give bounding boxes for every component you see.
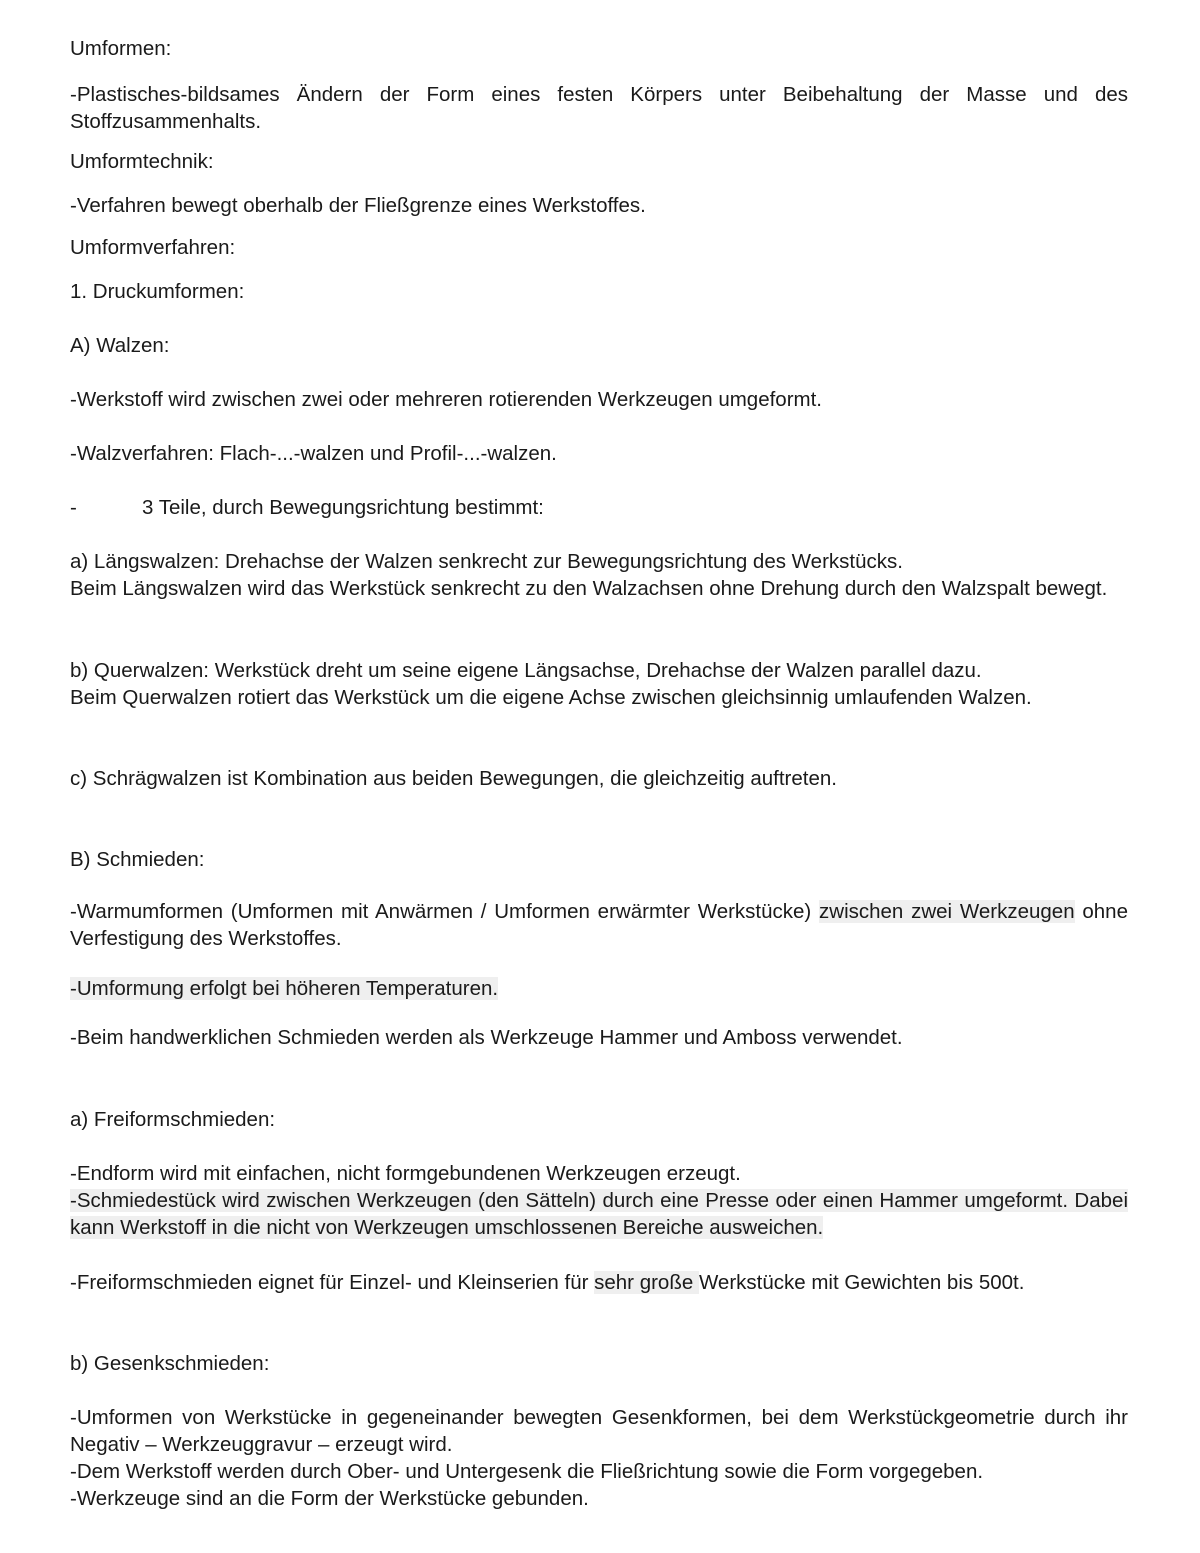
- heading-gesenkschmieden: b) Gesenkschmieden:: [70, 1352, 270, 1375]
- querwalzen-definition: b) Querwalzen: Werkstück dreht um seine eigene Längsachse, Drehachse der Walzen parallel dazu.: [70, 659, 982, 682]
- heading-umformen: Umformen:: [70, 37, 172, 60]
- freiform-3-text-a: -Freiformschmieden eignet für Einzel- und Kleinserien für: [70, 1271, 595, 1294]
- heading-druckumformen: 1. Druckumformen:: [70, 280, 245, 303]
- paragraph-schmieden-3: -Beim handwerklichen Schmieden werden als Werkzeuge Hammer und Amboss verwendet.: [70, 1026, 903, 1049]
- list-dash: -: [70, 496, 77, 519]
- schmieden-1-text-c: ohne Verfestigung des Werkstoffes.: [70, 900, 1128, 950]
- list-text: 3 Teile, durch Bewegungsrichtung bestimmt:: [142, 496, 544, 519]
- paragraph-walzen-2: -Walzverfahren: Flach-...-walzen und Profil-...-walzen.: [70, 442, 557, 465]
- paragraph-gesenk-3: -Werkzeuge sind an die Form der Werkstücke gebunden.: [70, 1487, 589, 1510]
- paragraph-gesenk-1: -Umformen von Werkstücke in gegeneinander bewegten Gesenkformen, bei dem Werkstückgeometrie durch ihr Negativ – Werkzeuggravur – erzeugt wird.: [70, 1406, 1128, 1456]
- heading-umformverfahren: Umformverfahren:: [70, 236, 236, 259]
- paragraph-walzen-1: -Werkstoff wird zwischen zwei oder mehreren rotierenden Werkzeugen umgeformt.: [70, 388, 822, 411]
- laengswalzen-definition: a) Längswalzen: Drehachse der Walzen senkrecht zur Bewegungsrichtung des Werkstücks.: [70, 550, 903, 573]
- freiform-3-text-c: Werkstücke mit Gewichten bis 500t.: [698, 1271, 1025, 1294]
- paragraph-umformen: -Plastisches-bildsames Ändern der Form eines festen Körpers unter Beibehaltung der Masse und des Stoffzusammenhalts.: [70, 83, 1128, 133]
- paragraph-gesenk-2: -Dem Werkstoff werden durch Ober- und Untergesenk die Fließrichtung sowie die Form vorgegeben.: [70, 1460, 984, 1483]
- freiform-3-highlight: sehr große: [594, 1271, 699, 1294]
- paragraph-freiform-2: [70, 1187, 1128, 1241]
- heading-umformtechnik: Umformtechnik:: [70, 150, 214, 173]
- paragraph-schmieden-1: [70, 898, 1128, 952]
- heading-schmieden: B) Schmieden:: [70, 848, 205, 871]
- paragraph-schmieden-2: [70, 975, 1128, 1002]
- paragraph-walzen-3: [70, 494, 1128, 521]
- laengswalzen-detail: Beim Längswalzen wird das Werkstück senkrecht zu den Walzachsen ohne Drehung durch den Walzspalt bewegt.: [70, 577, 1108, 600]
- paragraph-freiform-1: -Endform wird mit einfachen, nicht formgebundenen Werkzeugen erzeugt.: [70, 1162, 741, 1185]
- paragraph-schraegwalzen: c) Schrägwalzen ist Kombination aus beiden Bewegungen, die gleichzeitig auftreten.: [70, 767, 837, 790]
- schmieden-1-highlight: zwischen zwei Werkzeugen: [819, 900, 1075, 923]
- freiform-2-highlight: -Schmiedestück wird zwischen Werkzeugen (den Sätteln) durch eine Presse oder einen Hammer umgeformt. Dabei kann Werkstoff in die nicht von Werkzeugen umschlossenen Bereiche ausweichen.: [70, 1189, 1128, 1239]
- heading-freiformschmieden: a) Freiformschmieden:: [70, 1108, 276, 1131]
- paragraph-umformtechnik: -Verfahren bewegt oberhalb der Fließgrenze eines Werkstoffes.: [70, 194, 646, 217]
- paragraph-laengswalzen: [70, 548, 1128, 602]
- schmieden-2-highlight: -Umformung erfolgt bei höheren Temperaturen.: [70, 977, 499, 1000]
- heading-walzen: A) Walzen:: [70, 334, 170, 357]
- querwalzen-detail: Beim Querwalzen rotiert das Werkstück um die eigene Achse zwischen gleichsinnig umlaufenden Walzen.: [70, 686, 1032, 709]
- paragraph-querwalzen: [70, 657, 1128, 711]
- paragraph-freiform-3: [70, 1269, 1128, 1296]
- schmieden-1-text-a: -Warmumformen (Umformen mit Anwärmen / Umformen erwärmter Werkstücke): [70, 900, 820, 923]
